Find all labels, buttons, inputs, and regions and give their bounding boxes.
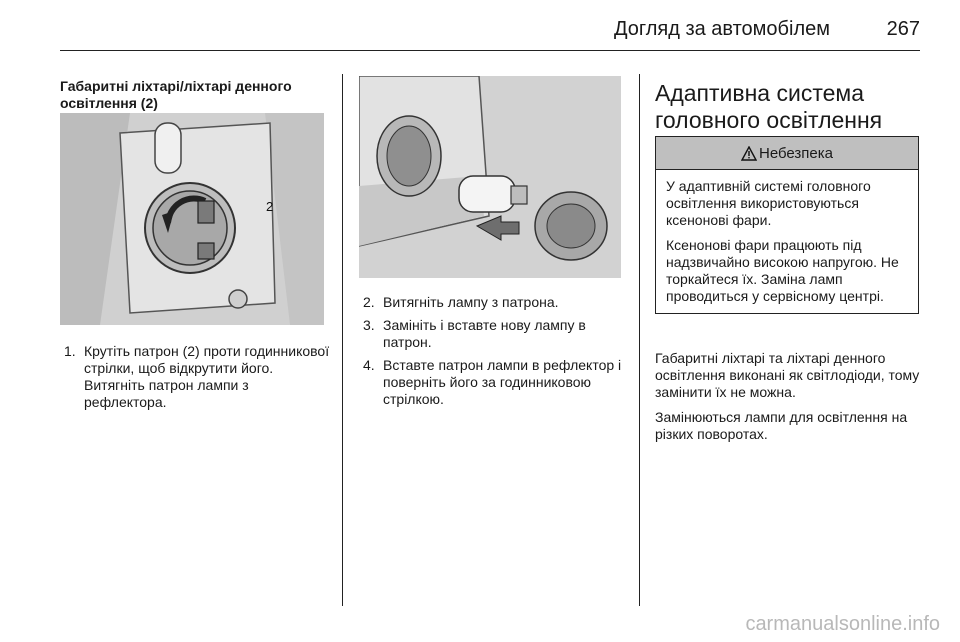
step-number: 3. [363, 317, 375, 333]
warning-triangle-icon [741, 146, 757, 161]
warning-body [656, 170, 918, 313]
column-divider-left [342, 74, 343, 606]
step-text: Вставте патрон лампи в рефлектор і поверніть його за годинниковою стрілкою. [383, 357, 622, 407]
step-text: Крутіть патрон (2) проти годинникової стрілки, щоб відкрутити його. Витягніть патрон лампи з рефлектора. [84, 343, 330, 410]
figure-callout-2: 2 [266, 199, 274, 214]
step-number: 2. [363, 294, 375, 310]
step-2 [359, 294, 627, 311]
bulb-removal-illustration [359, 76, 621, 278]
body-paragraph: Габаритні ліхтарі та ліхтарі денного освітлення виконані як світлодіоди, тому замінити їх не можна. [655, 350, 920, 400]
step-number: 4. [363, 357, 375, 373]
left-steps [60, 343, 330, 417]
page-header [60, 14, 920, 51]
step-text: Витягніть лампу з патрона. [383, 294, 559, 310]
right-heading-block [655, 80, 925, 134]
watermark: carmanualsonline.info [745, 613, 940, 635]
step-1 [60, 343, 330, 411]
page-number: 267 [886, 18, 920, 40]
body-paragraph: Замінюються лампи для освітлення на різких поворотах. [655, 409, 908, 442]
step-3 [359, 317, 627, 351]
step-number: 1. [64, 343, 76, 359]
warning-title: Небезпека [758, 144, 834, 162]
section-heading-side-lights: Габаритні ліхтарі/ліхтарі денного освітлення (2) [60, 78, 292, 111]
warning-paragraph: У адаптивній системі головного освітлення використовуються ксенонові фари. [666, 178, 871, 228]
column-divider-right [639, 74, 640, 606]
step-4 [359, 357, 627, 408]
middle-steps [359, 294, 627, 414]
danger-warning-box [655, 136, 919, 314]
bulb-holder-illustration [60, 113, 324, 325]
step-text: Замініть і вставте нову лампу в патрон. [383, 317, 586, 350]
step-list-left [60, 343, 330, 411]
chapter-title: Догляд за автомобілем [613, 18, 830, 40]
figure-bulb-holder [60, 113, 324, 325]
section-heading-adaptive-lighting: Адаптивна система головного освітлення [655, 80, 883, 133]
right-body [655, 350, 927, 451]
warning-paragraph: Ксенонові фари працюють під надзвичайно високою напругою. Не торкайтеся їх. Заміна ламп проводиться у сервісному центрі. [666, 237, 899, 304]
step-list-middle [359, 294, 627, 408]
warning-header [656, 137, 918, 170]
left-column [60, 78, 324, 112]
figure-bulb-removal [359, 76, 621, 278]
